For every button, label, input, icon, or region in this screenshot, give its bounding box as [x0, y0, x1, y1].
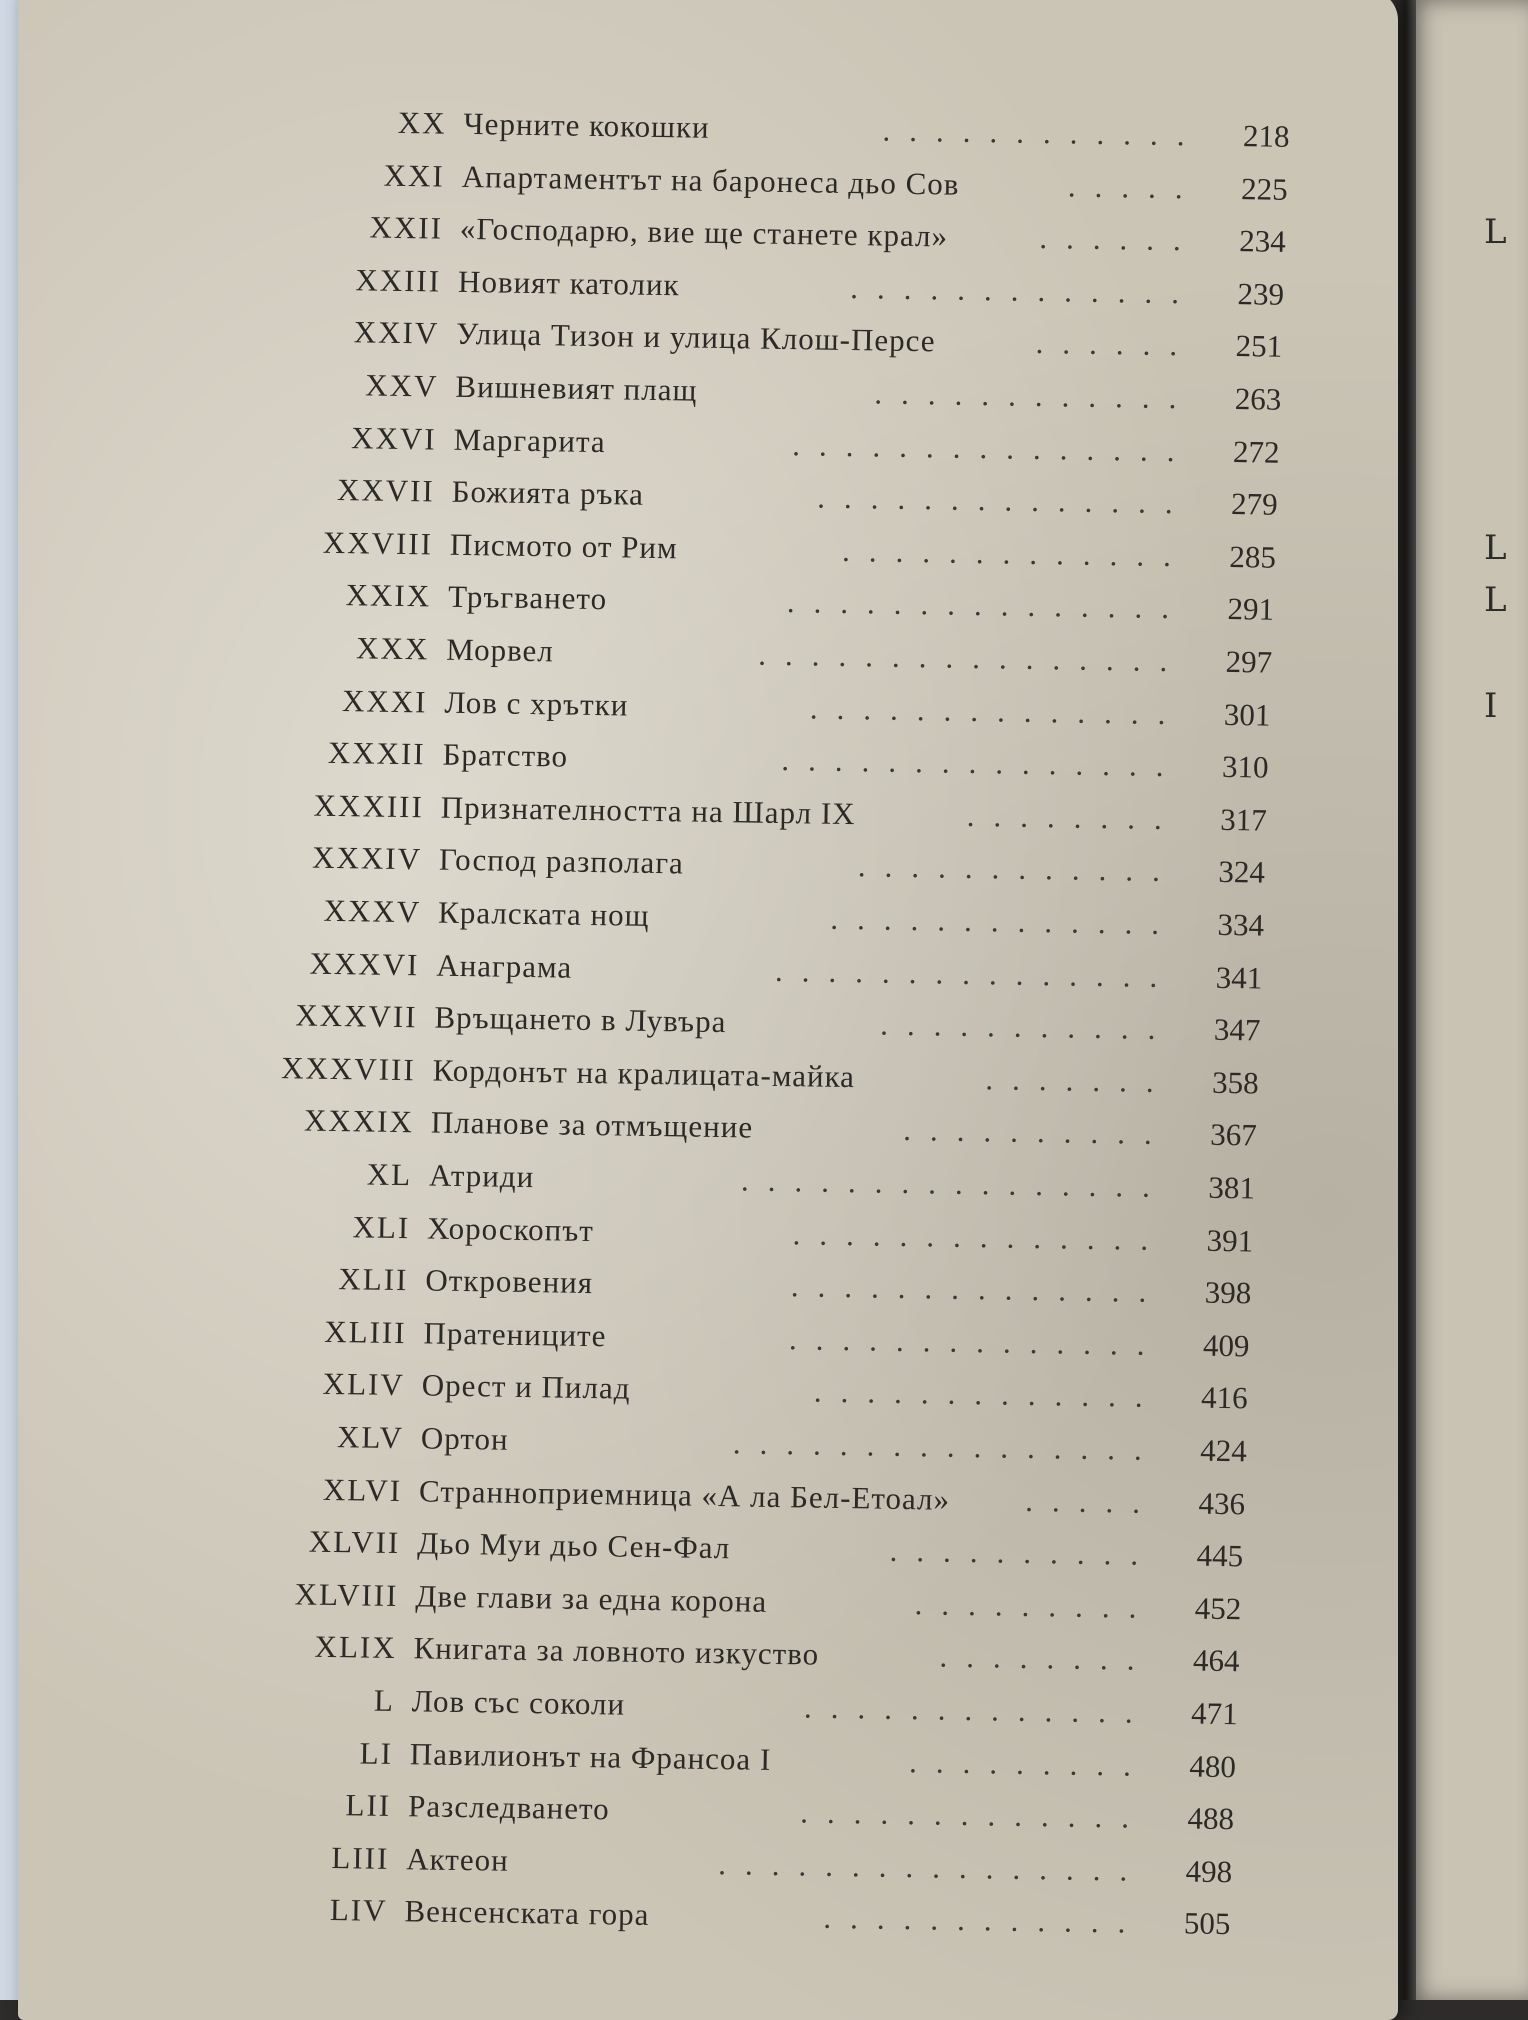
chapter-number: XLVI — [322, 1471, 403, 1508]
chapter-title: Лов с хрътки — [444, 684, 629, 723]
chapter-title: Божията ръка — [451, 473, 645, 512]
book-page — [18, 0, 1398, 2020]
page-number: 239 — [1237, 275, 1285, 312]
page-number: 471 — [1190, 1695, 1238, 1732]
chapter-title: Венсенската гора — [404, 1893, 650, 1933]
page-number: 285 — [1229, 538, 1277, 575]
chapter-number: XXVIII — [322, 524, 434, 562]
chapter-number: XLIII — [324, 1313, 407, 1350]
page-number: 416 — [1200, 1380, 1248, 1416]
dot-leader: .......... — [889, 1532, 1158, 1573]
dot-leader: ........ — [939, 1638, 1154, 1678]
dot-leader: ................ — [718, 1845, 1147, 1888]
chapter-number: XXV — [365, 367, 439, 404]
page-number: 324 — [1218, 854, 1266, 890]
chapter-number: XXXIII — [313, 787, 425, 825]
page-number: 297 — [1225, 643, 1273, 680]
chapter-title: «Господарю, вие ще станете крал» — [459, 211, 949, 254]
page-number: 251 — [1235, 328, 1283, 365]
facing-page-letter: L — [1484, 212, 1507, 252]
chapter-title: Улица Тизон и улица Клош-Персе — [456, 316, 936, 359]
chapter-number: XXXI — [341, 682, 428, 719]
page-number: 291 — [1227, 591, 1275, 628]
chapter-number: XL — [366, 1156, 413, 1193]
page-number: 488 — [1187, 1800, 1235, 1837]
facing-page — [1408, 0, 1528, 2000]
chapter-number: XLIV — [322, 1366, 406, 1403]
dot-leader: .............. — [809, 690, 1185, 731]
dot-leader: ..... — [1025, 1482, 1160, 1520]
chapter-number: XLII — [338, 1261, 409, 1298]
dot-leader: .............. — [792, 1215, 1168, 1257]
chapter-number: LIV — [329, 1892, 388, 1929]
dot-leader: ................ — [758, 636, 1187, 679]
chapter-title: Черните кокошки — [463, 105, 710, 145]
chapter-title: Господ разполага — [438, 841, 685, 881]
chapter-number: XXXV — [323, 892, 422, 930]
chapter-number: XLI — [352, 1208, 411, 1245]
page-number: 347 — [1213, 1011, 1261, 1048]
chapter-number: XXIII — [355, 262, 442, 299]
page-number: 391 — [1206, 1222, 1254, 1259]
dot-leader: ............... — [792, 426, 1194, 468]
chapter-number: XLV — [336, 1419, 405, 1456]
chapter-number: LII — [345, 1787, 392, 1824]
page-number: 381 — [1208, 1169, 1256, 1206]
dot-leader: ............... — [781, 742, 1183, 784]
chapter-number: XXVI — [350, 419, 437, 457]
chapter-title: Връщането в Лувъра — [434, 999, 727, 1040]
chapter-title: Разследването — [407, 1788, 610, 1827]
dot-leader: ............. — [830, 900, 1179, 942]
chapter-title: Две глави за една корона — [415, 1578, 768, 1619]
chapter-number: XXVII — [336, 472, 436, 509]
chapter-title: Ортон — [420, 1420, 509, 1457]
dot-leader: ..... — [1067, 167, 1202, 206]
page-number: 398 — [1204, 1274, 1252, 1311]
table-of-contents — [2, 0, 1413, 2001]
dot-leader: .......... — [903, 1112, 1172, 1152]
page-number: 334 — [1217, 906, 1265, 943]
dot-leader: ......... — [908, 1743, 1151, 1783]
page-number: 409 — [1202, 1327, 1250, 1364]
chapter-title: Маргарита — [453, 421, 606, 459]
page-number: 498 — [1185, 1853, 1233, 1889]
page-number: 263 — [1234, 381, 1282, 417]
chapter-number: XLIX — [314, 1629, 397, 1666]
dot-leader: ...... — [1035, 325, 1197, 363]
chapter-title: Морвел — [446, 631, 555, 669]
page-number: 234 — [1239, 223, 1287, 260]
dot-leader: .............. — [816, 479, 1192, 521]
chapter-title: Кралската нощ — [437, 894, 650, 933]
chapter-number: XXIV — [353, 314, 440, 351]
facing-page-letter: I — [1484, 686, 1498, 726]
dot-leader: ............. — [803, 1689, 1152, 1730]
chapter-number: XXX — [355, 630, 430, 667]
chapter-number: XXXVI — [309, 945, 420, 982]
dot-leader: ............ — [874, 375, 1196, 416]
chapter-number: XXIX — [345, 577, 432, 614]
page-number: 341 — [1215, 959, 1263, 996]
chapter-number: L — [373, 1682, 396, 1719]
dot-leader: ............ — [823, 1900, 1145, 1941]
chapter-title: Вишневият плащ — [455, 368, 698, 408]
page-number: 272 — [1232, 433, 1280, 470]
chapter-title: Странноприемница «А ла Бел-Етоал» — [418, 1472, 951, 1517]
chapter-number: LIII — [331, 1839, 390, 1876]
chapter-number: XLVIII — [294, 1576, 399, 1613]
dot-leader: ............ — [882, 112, 1204, 153]
chapter-number: XXXII — [327, 735, 426, 772]
chapter-number: XXII — [369, 209, 444, 246]
page-number: 436 — [1198, 1485, 1246, 1521]
page-number: 480 — [1189, 1748, 1237, 1784]
page-number: 505 — [1183, 1905, 1231, 1942]
dot-leader: ......... — [914, 1585, 1156, 1625]
chapter-title: Тръгването — [447, 579, 608, 617]
page-number: 358 — [1211, 1064, 1259, 1101]
chapter-title: Планове за отмъщение — [430, 1104, 754, 1145]
dot-leader: ................ — [732, 1425, 1162, 1468]
chapter-title: Признателността на Шарл IX — [440, 789, 856, 831]
dot-leader: ............. — [850, 269, 1199, 311]
dot-leader: ............... — [786, 584, 1189, 626]
chapter-number: XLVII — [308, 1523, 401, 1561]
chapter-title: Книгата за ловното изкуство — [413, 1630, 820, 1673]
chapter-title: Откровения — [425, 1262, 594, 1301]
page-number: 445 — [1196, 1537, 1244, 1574]
page-number: 367 — [1210, 1117, 1258, 1153]
chapter-number: XXXVIII — [280, 1049, 416, 1088]
dot-leader: ....... — [985, 1061, 1173, 1099]
facing-page-letter: L — [1484, 580, 1507, 620]
dot-leader: ............... — [774, 952, 1177, 994]
page-number: 310 — [1221, 749, 1269, 785]
page-number: 301 — [1223, 696, 1271, 733]
chapter-title: Павилионът на Франсоа I — [409, 1735, 772, 1777]
chapter-number: LI — [359, 1735, 394, 1771]
dot-leader: .............. — [790, 1268, 1166, 1310]
page-number: 317 — [1219, 801, 1268, 838]
dot-leader: ................ — [740, 1162, 1170, 1205]
dot-leader: ............. — [800, 1794, 1149, 1836]
chapter-title: Хороскопът — [426, 1210, 595, 1248]
dot-leader: ........ — [966, 797, 1182, 837]
chapter-title: Орест и Пилад — [421, 1367, 631, 1407]
chapter-number: XXXVII — [295, 997, 418, 1035]
page-number: 424 — [1200, 1432, 1248, 1469]
chapter-title: Писмото от Рим — [449, 526, 678, 566]
page-number: 218 — [1242, 118, 1290, 154]
chapter-title: Апартаментът на баронеса дьо Сов — [461, 158, 960, 202]
chapter-number: XXI — [383, 157, 446, 194]
chapter-title: Актеон — [406, 1841, 510, 1878]
dot-leader: ............. — [841, 532, 1191, 574]
dot-leader: ............. — [813, 1373, 1162, 1415]
dot-leader: .............. — [788, 1320, 1164, 1362]
dot-leader: ........... — [879, 1006, 1175, 1047]
page-number: 464 — [1192, 1642, 1240, 1679]
chapter-title: Новият католик — [457, 263, 680, 303]
page-number: 279 — [1230, 486, 1278, 522]
chapter-title: Атриди — [428, 1157, 535, 1195]
dot-leader: ............ — [857, 848, 1180, 889]
chapter-number: XX — [397, 104, 447, 141]
chapter-title: Кордонът на кралицата-майка — [432, 1052, 856, 1094]
page-number: 225 — [1240, 170, 1288, 207]
chapter-title: Братство — [442, 736, 569, 774]
chapter-number: XXXIX — [303, 1102, 415, 1140]
page-number: 452 — [1194, 1590, 1242, 1627]
chapter-title: Пратениците — [423, 1315, 607, 1354]
dot-leader: ...... — [1039, 220, 1201, 258]
chapter-title: Дьо Муи дьо Сен-Фал — [417, 1525, 731, 1566]
facing-page-letter: L — [1484, 528, 1507, 568]
chapter-title: Анаграма — [436, 947, 573, 985]
chapter-title: Лов със соколи — [411, 1683, 626, 1722]
chapter-number: XXXIV — [311, 840, 423, 877]
